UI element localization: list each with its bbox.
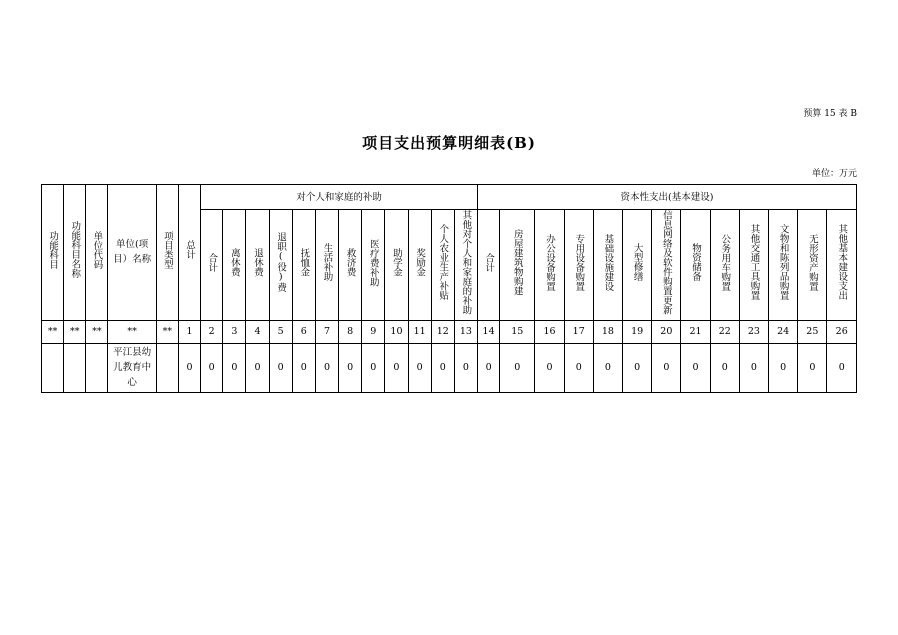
header-personal-col-9: 奖励金 [408, 210, 431, 321]
cell-value-2: 0 [201, 343, 223, 392]
cell-value-8: 0 [339, 343, 362, 392]
cell-value-21: 0 [681, 343, 710, 392]
form-number: 预算 15 表 B [803, 109, 857, 119]
cell-value-20: 0 [652, 343, 681, 392]
column-number-11: 7 [315, 320, 338, 343]
cell-value-6: 0 [292, 343, 315, 392]
header-func-code: 功能科目 [42, 185, 64, 321]
column-number-1: ** [64, 320, 86, 343]
column-number-4: ** [156, 320, 178, 343]
column-number-27: 23 [739, 320, 768, 343]
header-personal-col-3: 退职(役)费 [269, 210, 292, 321]
column-number-10: 6 [292, 320, 315, 343]
cell-value-12: 0 [431, 343, 454, 392]
column-number-16: 12 [431, 320, 454, 343]
cell-value-10: 0 [385, 343, 408, 392]
header-capital-col-10: 文物和陈列品购置 [769, 210, 798, 321]
unit-label: 单位：万元 [811, 169, 857, 179]
cell-value-5: 0 [269, 343, 292, 392]
column-number-2: ** [86, 320, 108, 343]
column-number-29: 25 [798, 320, 827, 343]
header-capital-col-6: 信息网络及软件购置更新 [652, 210, 681, 321]
column-number-13: 9 [362, 320, 385, 343]
column-number-23: 19 [623, 320, 652, 343]
header-personal-col-0: 合计 [201, 210, 223, 321]
column-number-9: 5 [269, 320, 292, 343]
column-number-25: 21 [681, 320, 710, 343]
column-number-3: ** [108, 320, 156, 343]
cell-value-4: 0 [246, 343, 269, 392]
cell-unit-name: 平江县幼儿教育中心 [108, 343, 156, 392]
cell-value-9: 0 [362, 343, 385, 392]
budget-table [41, 184, 857, 393]
header-project-type: 项目类型 [156, 185, 178, 321]
header-personal-col-2: 退休费 [246, 210, 269, 321]
column-number-19: 15 [500, 320, 535, 343]
column-number-8: 4 [246, 320, 269, 343]
column-number-row [42, 320, 857, 343]
column-number-15: 11 [408, 320, 431, 343]
cell-value-24: 0 [769, 343, 798, 392]
cell-value-23: 0 [739, 343, 768, 392]
header-capital-col-1: 房屋建筑物购建 [500, 210, 535, 321]
cell-value-1: 0 [178, 343, 200, 392]
header-personal-col-10: 个人农业生产补贴 [431, 210, 454, 321]
cell-value-19: 0 [623, 343, 652, 392]
cell-value-15: 0 [500, 343, 535, 392]
cell-project-type [156, 343, 178, 392]
header-personal-col-7: 医疗费补助 [362, 210, 385, 321]
header-capital-col-12: 其他基本建设支出 [827, 210, 857, 321]
header-unit-code: 单位代码 [86, 185, 108, 321]
cell-value-11: 0 [408, 343, 431, 392]
cell-func-code [42, 343, 64, 392]
column-number-28: 24 [769, 320, 798, 343]
header-capital-col-4: 基础设施建设 [593, 210, 622, 321]
header-capital-col-0: 合计 [478, 210, 500, 321]
column-number-7: 3 [223, 320, 246, 343]
header-group-capital: 资本性支出(基本建设) [478, 185, 857, 210]
header-group-personal: 对个人和家庭的补助 [201, 185, 478, 210]
header-group-row [42, 185, 857, 210]
header-capital-col-5: 大型修缮 [623, 210, 652, 321]
header-personal-col-8: 助学金 [385, 210, 408, 321]
cell-value-22: 0 [710, 343, 739, 392]
column-number-18: 14 [478, 320, 500, 343]
column-number-17: 13 [454, 320, 477, 343]
cell-value-26: 0 [827, 343, 857, 392]
cell-value-3: 0 [223, 343, 246, 392]
header-personal-col-1: 离休费 [223, 210, 246, 321]
cell-value-16: 0 [535, 343, 564, 392]
cell-unit-code [86, 343, 108, 392]
page-title: 项目支出预算明细表(B) [362, 134, 536, 152]
header-capital-col-8: 公务用车购置 [710, 210, 739, 321]
header-total: 总计 [178, 185, 200, 321]
cell-func-name [64, 343, 86, 392]
column-number-22: 18 [593, 320, 622, 343]
cell-value-18: 0 [593, 343, 622, 392]
column-number-24: 20 [652, 320, 681, 343]
header-capital-col-9: 其他交通工具购置 [739, 210, 768, 321]
cell-value-14: 0 [478, 343, 500, 392]
column-number-30: 26 [827, 320, 857, 343]
header-capital-col-7: 物资储备 [681, 210, 710, 321]
column-number-5: 1 [178, 320, 200, 343]
column-number-26: 22 [710, 320, 739, 343]
column-number-12: 8 [339, 320, 362, 343]
header-capital-col-2: 办公设备购置 [535, 210, 564, 321]
header-capital-col-11: 无形资产购置 [798, 210, 827, 321]
cell-value-17: 0 [564, 343, 593, 392]
cell-value-25: 0 [798, 343, 827, 392]
column-number-6: 2 [201, 320, 223, 343]
header-personal-col-11: 其他对个人和家庭的补助 [454, 210, 477, 321]
header-personal-col-6: 救济费 [339, 210, 362, 321]
column-number-14: 10 [385, 320, 408, 343]
header-personal-col-5: 生活补助 [315, 210, 338, 321]
header-unit-name: 单位(项目）名称 [108, 185, 156, 321]
header-personal-col-4: 抚恤金 [292, 210, 315, 321]
column-number-0: ** [42, 320, 64, 343]
cell-value-13: 0 [454, 343, 477, 392]
column-number-20: 16 [535, 320, 564, 343]
header-capital-col-3: 专用设备购置 [564, 210, 593, 321]
cell-value-7: 0 [315, 343, 338, 392]
header-func-name: 功能科目名称 [64, 185, 86, 321]
table-row [42, 343, 857, 392]
column-number-21: 17 [564, 320, 593, 343]
